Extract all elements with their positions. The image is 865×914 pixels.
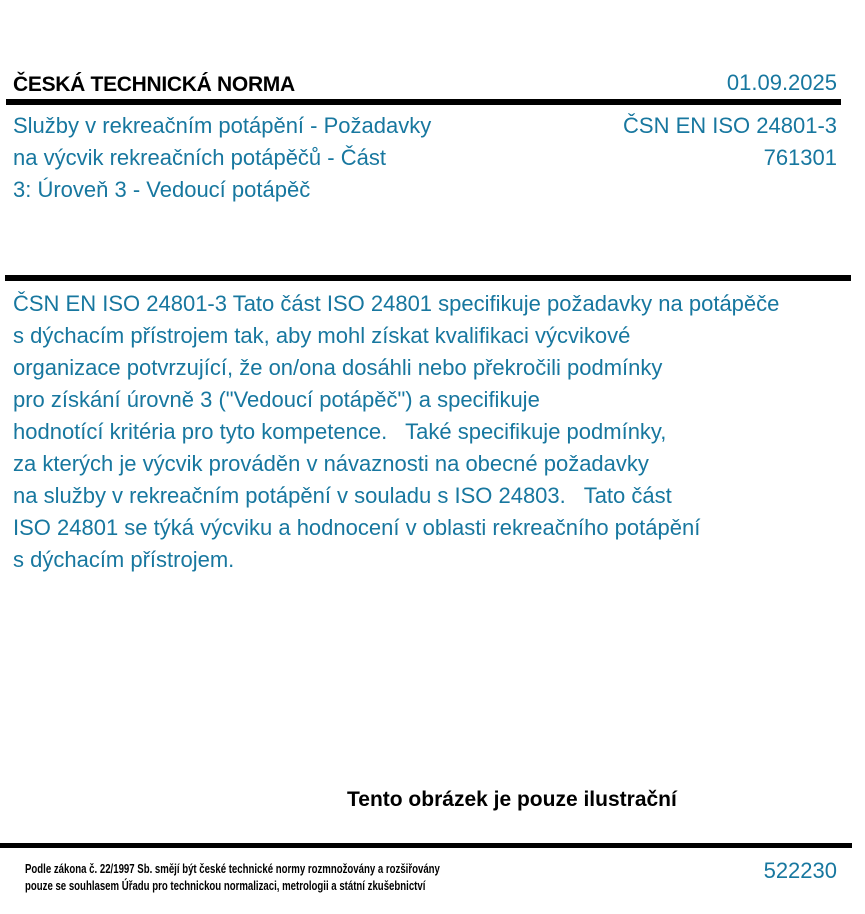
abstract-line-9: s dýchacím přístrojem.	[13, 547, 235, 572]
footer-legal-line-1: Podle zákona č. 22/1997 Sb. smějí být české technické normy rozmnožovány a rozšiřovány	[25, 861, 440, 876]
abstract-line-6: za kterých je výcvik prováděn v návaznosti na obecné požadavky	[13, 451, 649, 476]
standard-title-line-1: Služby v rekreačním potápění - Požadavky	[13, 113, 432, 138]
document-type-heading: ČESKÁ TECHNICKÁ NORMA	[13, 73, 295, 96]
class-number: 761301	[763, 145, 837, 170]
footer-divider-rule	[0, 843, 852, 848]
standard-number: ČSN EN ISO 24801-3	[623, 113, 837, 138]
abstract-line-5: hodnotící kritéria pro tyto kompetence. Také specifikuje podmínky,	[13, 419, 667, 444]
order-number: 522230	[763, 858, 837, 883]
header-divider-rule	[6, 99, 841, 105]
standard-title-line-2: na výcvik rekreačních potápěčů - Část	[13, 145, 386, 170]
abstract-line-4: pro získání úrovně 3 ("Vedoucí potápěč") a specifikuje	[13, 387, 540, 412]
illustration-note: Tento obrázek je pouze ilustrační	[347, 788, 677, 811]
abstract-line-1: ČSN EN ISO 24801-3 Tato část ISO 24801 specifikuje požadavky na potápěče	[13, 291, 780, 316]
issue-date: 01.09.2025	[726, 70, 837, 95]
standard-title	[13, 110, 431, 206]
footer-legal-text	[25, 860, 440, 894]
abstract-line-8: ISO 24801 se týká výcviku a hodnocení v oblasti rekreačního potápění	[13, 515, 701, 540]
footer-legal-line-2: pouze se souhlasem Úřadu pro technickou normalizaci, metrologii a státní zkušebnictví	[25, 878, 426, 893]
standard-designation-block	[623, 110, 837, 174]
abstract-divider-rule	[5, 275, 851, 281]
abstract-text	[13, 288, 779, 576]
abstract-line-2: s dýchacím přístrojem tak, aby mohl získat kvalifikaci výcvikové	[13, 323, 631, 348]
abstract-line-3: organizace potvrzující, že on/ona dosáhli nebo překročili podmínky	[13, 355, 663, 380]
abstract-line-7: na služby v rekreačním potápění v souladu s ISO 24803. Tato část	[13, 483, 672, 508]
standard-title-line-3: 3: Úroveň 3 - Vedoucí potápěč	[13, 177, 311, 202]
